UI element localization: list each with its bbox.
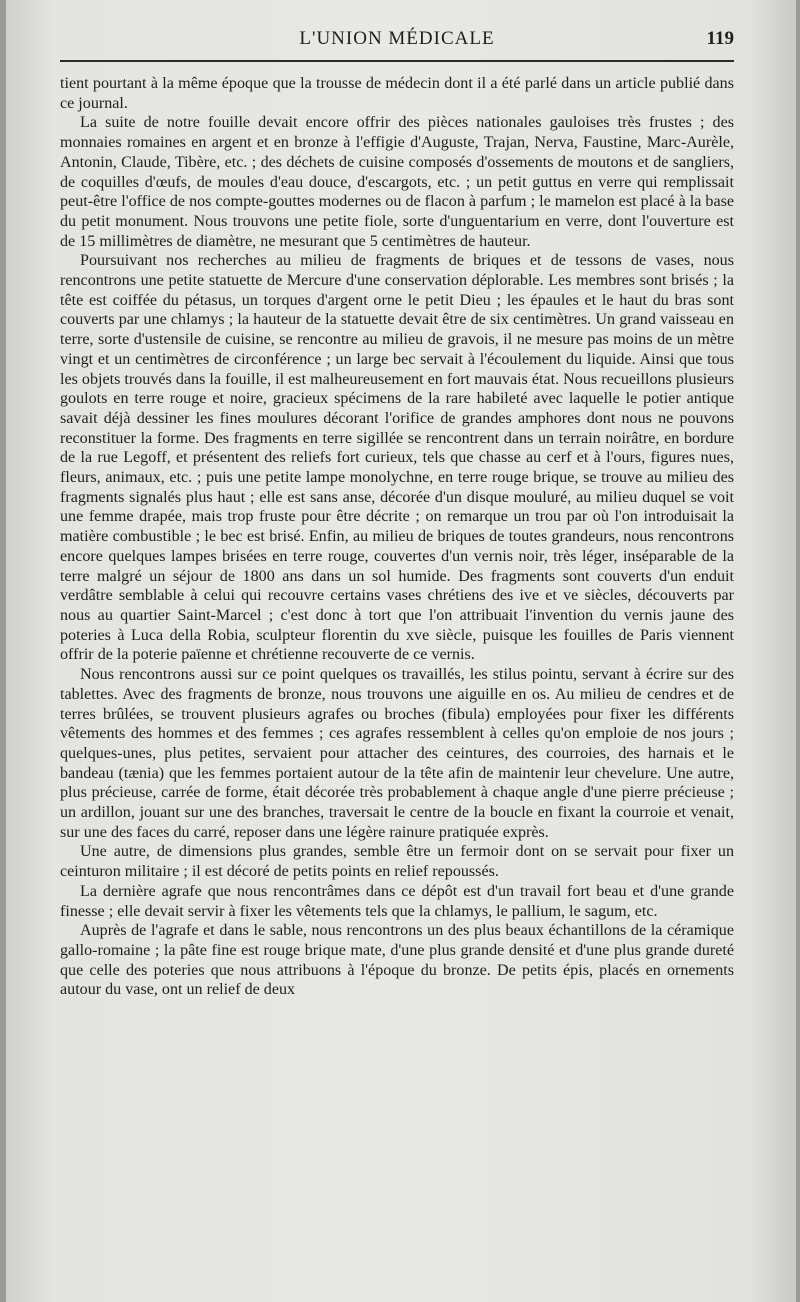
page-header: [60, 24, 734, 58]
paragraph-military-clasp: Une autre, de dimensions plus grandes, semble être un fermoir dont on se servait pour fixer un ceinturon militaire ; il est décoré de petits points en relief repoussés.: [60, 843, 734, 881]
paragraph-continuation: tient pourtant à la même époque que la trousse de médecin dont il a été parlé dans un article publié dans ce journal.: [60, 75, 734, 112]
paragraph-mercury-statuette: Poursuivant nos recherches au milieu de fragments de briques et de tessons de vases, nous rencontrons une petite statuette de Mercure d'une conservation déplorable. Les membres sont brisés ; la tête est coiffée du pétasus, un torques d'argent orne le petit Dieu ; les épaules et le haut du bras sont couverts par une chlamys ; la hauteur de la statuette devait être de six centimètres. Un grand vaisseau en terre, sorte d'ustensile de cuisine, se rencontre au milieu de gravois, il ne mesure pas moins de un mètre vingt et un centimètres de circonférence ; un large bec servait à l'écoulement du liquide. Ainsi que tous les objets trouvés dans la fouille, il est malheureusement en fort mauvais état. Nous recueillons plusieurs goulots en terre rouge et noire, gracieux spécimens de la rare habileté avec laquelle le potier antique savait déjà dessiner les fines moulures décorant l'orifice de grandes amphores dont nous ne pouvons reconstituer la forme. Des fragments en terre sigillée se rencontrent dans un terrain noirâtre, en bordure de la rue Legoff, et présentent des reliefs fort curieux, tels que chasse au cerf et à l'ours, figures nues, fleurs, animaux, etc. ; puis une petite lampe monolychne, en terre rouge brique, se trouve au milieu des fragments signalés plus haut ; elle est sans anse, décorée d'un disque mouluré, au milieu duquel se voit une femme drapée, mais trop fruste pour être décrite ; on remarque un trou par où l'on introduisait la matière combustible ; le bec est brisé. Enfin, au milieu de briques de toutes grandeurs, nous rencontrons encore quelques lampes brisées en terre rouge, couvertes d'un vernis noir, très léger, inséparable de la terre malgré un séjour de 1800 ans dans un sol humide. Des fragments sont couverts d'un enduit verdâtre semblable à celui qui recouvre certains vases chrétiens des ive et ve siècles, découverts par nous au quartier Saint-Marcel ; c'est donc à tort que l'on attribuait l'invention du vernis jaune des poteries à Luca della Robia, sculpteur florentin du xve siècle, puisque les fouilles de Paris viennent offrir de la poterie païenne et chrétienne recouverte de ce vernis.: [60, 252, 734, 664]
paragraph-last-clasp: La dernière agrafe que nous rencontrâmes dans ce dépôt est d'un travail fort beau et d'une grande finesse ; elle devait servir à fixer les vêtements tels que la chlamys, le pallium, le sagum, etc.: [60, 882, 734, 920]
document-page: [6, 0, 796, 1302]
header-rule: [60, 60, 734, 62]
running-head: L'UNION MÉDICALE: [299, 28, 495, 49]
paragraph-ceramic: Auprès de l'agrafe et dans le sable, nous rencontrons un des plus beaux échantillons de la céramique gallo-romaine ; la pâte fine est rouge brique mate, d'une plus grande densité et d'une plus grande dureté que celle des poteries que nous attribuons à l'époque du bronze. De petits épis, placés en ornements autour du vase, ont un relief de deux: [60, 922, 734, 999]
article-body: [60, 74, 734, 1000]
paragraph-coins-and-glass: La suite de notre fouille devait encore offrir des pièces nationales gauloises très frustes ; des monnaies romaines en argent et en bronze à l'effigie d'Auguste, Trajan, Nerva, Faustine, Marc-Aurèle, Antonin, Claude, Tibère, etc. ; des déchets de cuisine composés d'ossements de moutons et de sangliers, de coquilles d'œufs, de moules d'eau douce, d'escargots, etc. ; un petit guttus en verre qui remplissait peut-être l'office de nos compte-gouttes modernes ou de flacon à parfum ; le mamelon est placé à la base du petit monument. Nous trouvons une petite fiole, sorte d'unguentarium en verre, dont l'ouverture est de 15 millimètres de diamètre, ne mesurant que 5 centimètres de hauteur.: [60, 114, 734, 250]
page-number: 119: [706, 28, 734, 49]
paragraph-bone-and-fibulae: Nous rencontrons aussi sur ce point quelques os travaillés, les stilus pointu, servant à écrire sur des tablettes. Avec des fragments de bronze, nous trouvons une aiguille en os. Au milieu de cendres et de terres brûlées, se trouvent plusieurs agrafes ou broches (fibula) employées pour fixer les différents vêtements des hommes et des femmes ; ces agrafes ressemblent à celles qu'on emploie de nos jours ; quelques-unes, plus petites, servaient pour attacher des ceintures, des courroies, des harnais et le bandeau (tænia) que les femmes portaient autour de la tête afin de maintenir leur chevelure. Une autre, plus précieuse, carrée de forme, était décorée très probablement à chaque angle d'une pierre précieuse ; un ardillon, jouant sur une des branches, traversait le centre de la boucle en fixant la courroie et venait, sur une des faces du carré, reposer dans une légère rainure pratiquée exprès.: [60, 666, 734, 841]
